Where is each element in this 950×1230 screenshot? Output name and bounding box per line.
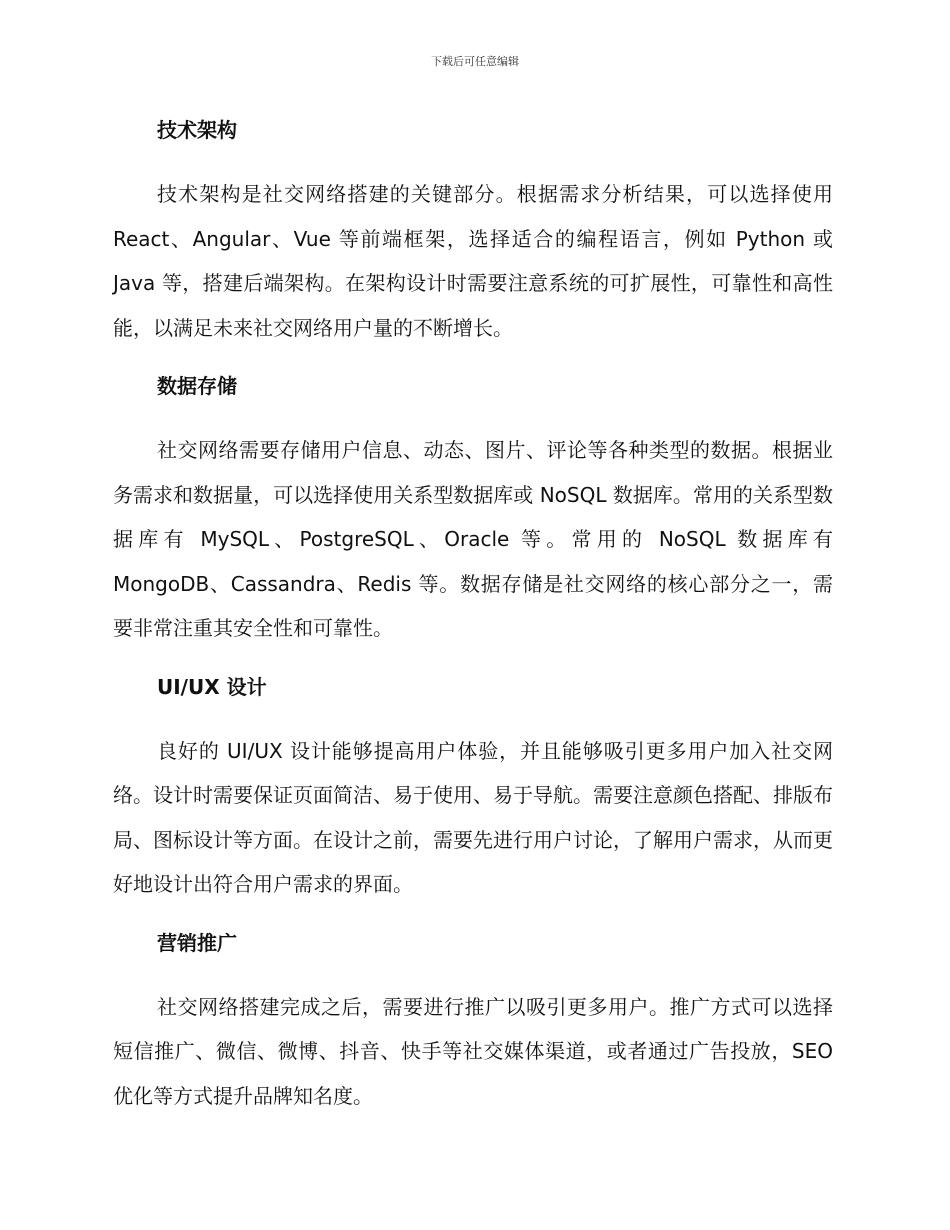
section-paragraph: 技术架构是社交网络搭建的关键部分。根据需求分析结果，可以选择使用 React、Angular、Vue 等前端框架，选择适合的编程语言，例如 Python 或 Java 等，搭建后端架构。在架构设计时需要注意系统的可扩展性，可靠性和高性能，以满足未来社交网络用户量的不断增长。	[113, 182, 833, 340]
section-data-storage	[113, 364, 833, 651]
section-heading: 营销推广	[157, 930, 237, 955]
document-body	[113, 108, 833, 1132]
section-paragraph: 社交网络搭建完成之后，需要进行推广以吸引更多用户。推广方式可以选择短信推广、微信、微博、抖音、快手等社交媒体渠道，或者通过广告投放，SEO 优化等方式提升品牌知名度。	[113, 994, 833, 1108]
running-header: 下载后可任意编辑	[431, 55, 519, 68]
section-heading: 数据存储	[157, 374, 237, 398]
section-paragraph: 社交网络需要存储用户信息、动态、图片、评论等各种类型的数据。根据业务需求和数据量，可以选择使用关系型数据库或 NoSQL 数据库。常用的关系型数据库有 MySQL、PostgreSQL、Oracle 等。常用的 NoSQL 数据库有 MongoDB、Cassandra、Redis 等。数据存储是社交网络的核心部分之一，需要非常注重其安全性和可靠性。	[113, 438, 833, 640]
section-paragraph: 良好的 UI/UX 设计能够提高用户体验，并且能够吸引更多用户加入社交网络。设计时需要保证页面简洁、易于使用、易于导航。需要注意颜色搭配、排版布局、图标设计等方面。在设计之前，需要先进行用户讨论，了解用户需求，从而更好地设计出符合用户需求的界面。	[113, 738, 833, 896]
section-marketing	[113, 921, 833, 1119]
section-heading: 技术架构	[157, 118, 237, 142]
section-ui-ux-design	[113, 665, 833, 907]
section-tech-architecture	[113, 108, 833, 350]
section-heading: UI/UX 设计	[157, 674, 267, 699]
